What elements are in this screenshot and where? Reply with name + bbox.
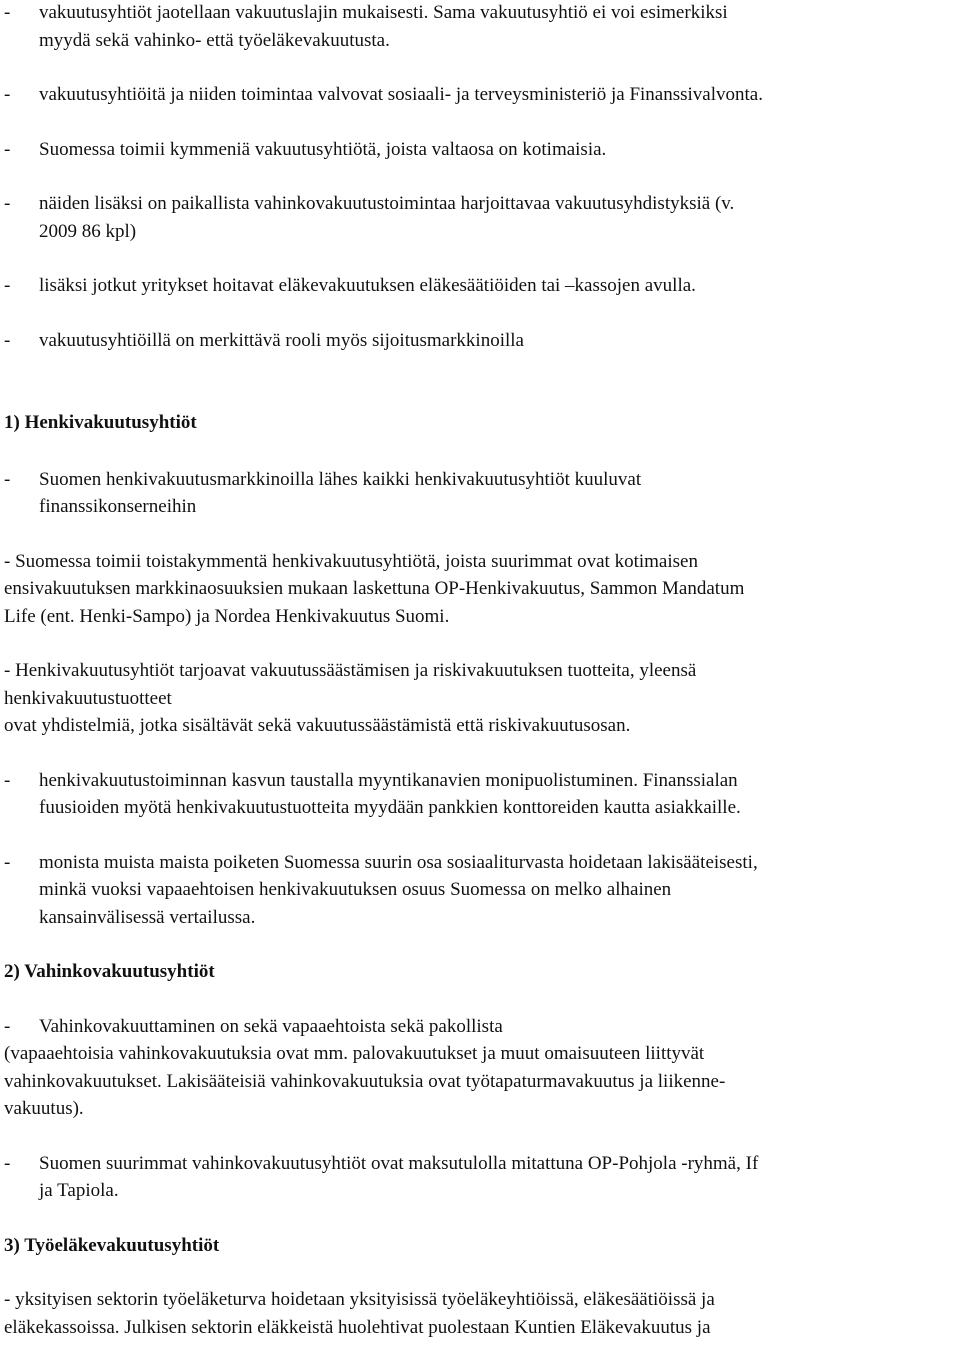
bullet-dash: -	[4, 1152, 11, 1174]
list-item	[4, 1150, 954, 1205]
list-item	[4, 849, 954, 932]
list-item	[4, 767, 954, 822]
bullet-dash: -	[4, 84, 11, 105]
list-item-text: näiden lisäksi on paikallista vahinkovakuutustoimintaa harjoittavaa vakuutusyhdistyksiä (v. 2009 86 kpl)	[39, 193, 735, 242]
list-item	[4, 272, 954, 300]
bullet-dash: -	[4, 1015, 11, 1037]
list-item-text: vakuutusyhtiöillä on merkittävä rooli myös sijoitusmarkkinoilla	[39, 329, 524, 351]
section-heading-pension-insurance: 3) Työeläkevakuutusyhtiöt	[4, 1234, 220, 1256]
list-item	[4, 190, 954, 245]
bullet-dash: -	[4, 468, 11, 490]
list-item-text: vakuutusyhtiöitä ja niiden toimintaa valvovat sosiaali- ja terveysministeriö ja Finanssivalvonta.	[39, 84, 763, 105]
bullet-dash: -	[4, 329, 11, 351]
bullet-dash: -	[4, 138, 11, 160]
list-item-text: henkivakuutustoiminnan kasvun taustalla myyntikanavien monipuolistuminen. Finanssialan fuusioiden myötä henkivakuutustuotteita myydään pankkien konttoreiden kautta asiakkaille.	[39, 769, 741, 818]
list-item-text: Suomessa toimii kymmeniä vakuutusyhtiötä, joista valtaosa on kotimaisia.	[39, 138, 607, 160]
paragraph: - yksityisen sektorin työeläketurva hoidetaan yksityisissä työeläkeyhtiöissä, eläkesäätiöissä ja eläkekassoissa. Julkisen sektorin eläkkeistä huolehtivat puolestaan Kuntien Eläkevakuutus ja	[4, 1289, 715, 1338]
list-item-text: Suomen henkivakuutusmarkkinoilla lähes kaikki henkivakuutusyhtiöt kuuluvat finanssikonserneihin	[39, 468, 642, 517]
list-item	[4, 81, 954, 109]
paragraph: (vapaaehtoisia vahinkovakuutuksia ovat mm. palovakuutukset ja muut omaisuuteen liittyvät vahinkovakuutukset. Lakisääteisiä vahinkovakuutuksia ovat työtapaturmavakuutus ja liikenne- vakuutus).	[4, 1043, 726, 1119]
section-heading-life-insurance: 1) Henkivakuutusyhtiöt	[4, 412, 197, 433]
list-item	[4, 1013, 954, 1041]
list-item-text: lisäksi jotkut yritykset hoitavat eläkevakuutuksen eläkesäätiöiden tai –kassojen avulla.	[39, 275, 696, 296]
list-item-text: Suomen suurimmat vahinkovakuutusyhtiöt ovat maksutulolla mitattuna OP-Pohjola -ryhmä, If ja Tapiola.	[39, 1152, 759, 1201]
list-item-text: vakuutusyhtiöt jaotellaan vakuutuslajin mukaisesti. Sama vakuutusyhtiö ei voi esimerkiksi myydä sekä vahinko- että työeläkevakuutusta.	[39, 2, 728, 51]
list-item-text: monista muista maista poiketen Suomessa suurin osa sosiaaliturvasta hoidetaan lakisääteisesti, minkä vuoksi vapaaehtoisen henkivakuutuksen osuus Suomessa on melko alhainen kansainvälisessä vertailussa.	[39, 851, 758, 928]
bullet-dash: -	[4, 193, 11, 214]
bullet-dash: -	[4, 851, 11, 873]
list-item	[4, 327, 954, 355]
list-item	[4, 0, 954, 54]
section-heading-non-life-insurance: 2) Vahinkovakuutusyhtiöt	[4, 961, 215, 982]
bullet-dash: -	[4, 2, 11, 23]
bullet-dash: -	[4, 769, 11, 791]
list-item	[4, 136, 954, 164]
document-page	[4, 0, 954, 1341]
list-item-text: Vahinkovakuuttaminen on sekä vapaaehtoista sekä pakollista	[39, 1015, 503, 1037]
paragraph: - Henkivakuutusyhtiöt tarjoavat vakuutussäästämisen ja riskivakuutuksen tuotteita, yleensä henkivakuutustuotteet ovat yhdistelmiä, jotka sisältävät sekä vakuutussäästämistä että riskivakuutusosan.	[4, 660, 697, 736]
list-item	[4, 466, 954, 521]
bullet-dash: -	[4, 275, 11, 296]
paragraph: - Suomessa toimii toistakymmentä henkivakuutusyhtiötä, joista suurimmat ovat kotimaisen ensivakuutuksen markkinaosuuksien mukaan laskettuna OP-Henkivakuutus, Sammon Mandatum Life (ent. Henki-Sampo) ja Nordea Henkivakuutus Suomi.	[4, 550, 745, 627]
